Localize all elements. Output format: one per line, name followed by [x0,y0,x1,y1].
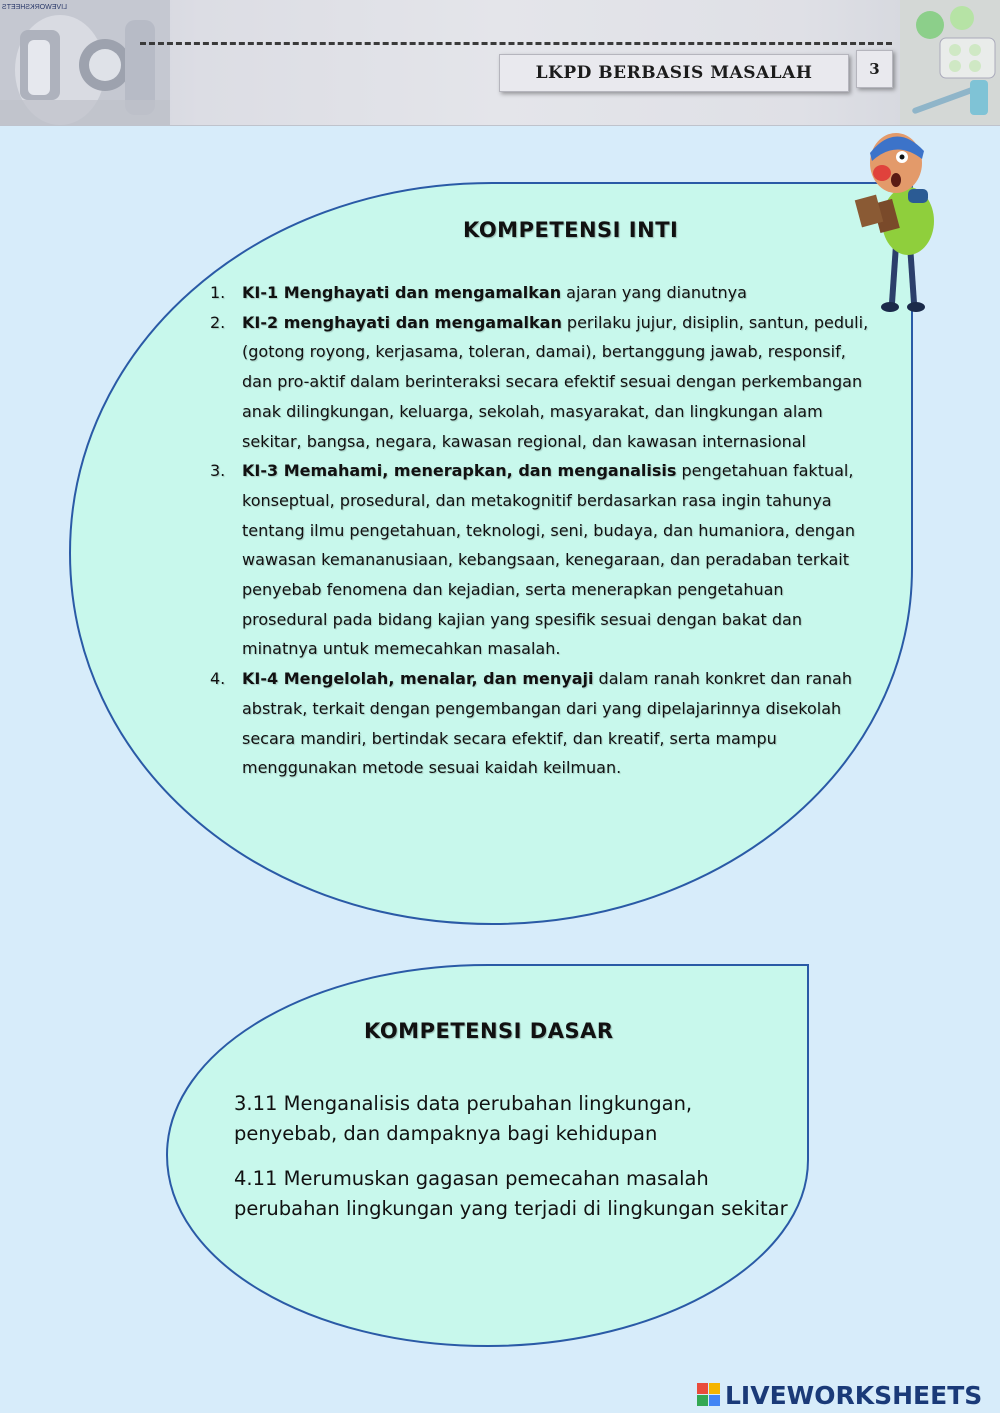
list-item [202,278,870,308]
liveworksheets-logo [697,1378,982,1412]
kompetensi-dasar-item-3-11: 3.11 Menganalisis data perubahan lingkungan, penyebab, dan dampaknya bagi kehidupan [234,1092,693,1145]
item-number: 1. [210,283,226,302]
liveworksheets-badge-icon [697,1383,721,1407]
item-text: perilaku jujur, disiplin, santun, peduli, (gotong royong, kerjasama, toleran, damai), bertanggung jawab, responsif, dan pro-aktif dalam berinteraksi secara efektif sesuai dengan perkembangan anak dilingkungan, keluarga, sekolah, masyarakat, dan lingkungan alam sekitar, bangsa, negara, kawasan regional, dan kawasan internasional [242,312,869,451]
item-bold-text: KI-3 Memahami, menerapkan, dan menganalisis [242,461,677,481]
list-item [202,308,870,457]
item-number: 3. [210,461,226,481]
list-item [202,664,870,783]
kompetensi-inti-list [202,278,870,783]
item-text: dalam ranah konkret dan ranah abstrak, terkait dengan pengembangan dari yang dipelajarinnya disekolah secara mandiri, bertindak secara efektif, dan kreatif, serta mampu menggunakan metode sesuai kaidah keilmuan. [242,669,852,778]
item-bold-text: KI-2 menghayati dan mengamalkan [242,312,562,332]
item-text: pengetahuan faktual, konseptual, prosedural, dan metakognitif berdasarkan rasa ingin tahunya tentang ilmu pengetahuan, teknologi, seni, budaya, dan humaniora, dengan wawasan kemananusiaan, kebangsaan, kenegaraan, dan peradaban terkait penyebab fenomena dan kejadian, serta menerapkan pengetahuan prosedural pada bidang kajian yang spesifik sesuai dengan bakat dan minatnya untuk memecahkan masalah. [242,461,856,659]
kompetensi-inti-heading: KOMPETENSI INTI [463,218,679,242]
page-number: 3 [856,50,893,88]
kompetensi-dasar-item-4-11: 4.11 Merumuskan gagasan pemecahan masalah perubahan lingkungan yang terjadi di lingkungan sekitar [234,1167,788,1220]
item-bold-text: KI-4 Mengelolah, menalar, dan menyaji [242,669,594,689]
item-bold-text: KI-1 Menghayati dan mengamalkan [242,283,562,302]
item-number: 4. [210,669,226,689]
kompetensi-dasar-heading: KOMPETENSI DASAR [364,1019,614,1043]
list-item [202,456,870,664]
item-number: 2. [210,312,226,332]
mirrored-watermark: LIVEWORKSHEETS [2,4,67,11]
header-title: LKPD BERBASIS MASALAH [499,54,849,92]
liveworksheets-logo-text: LIVEWORKSHEETS [725,1380,983,1410]
item-text: ajaran yang dianutnya [561,283,747,302]
